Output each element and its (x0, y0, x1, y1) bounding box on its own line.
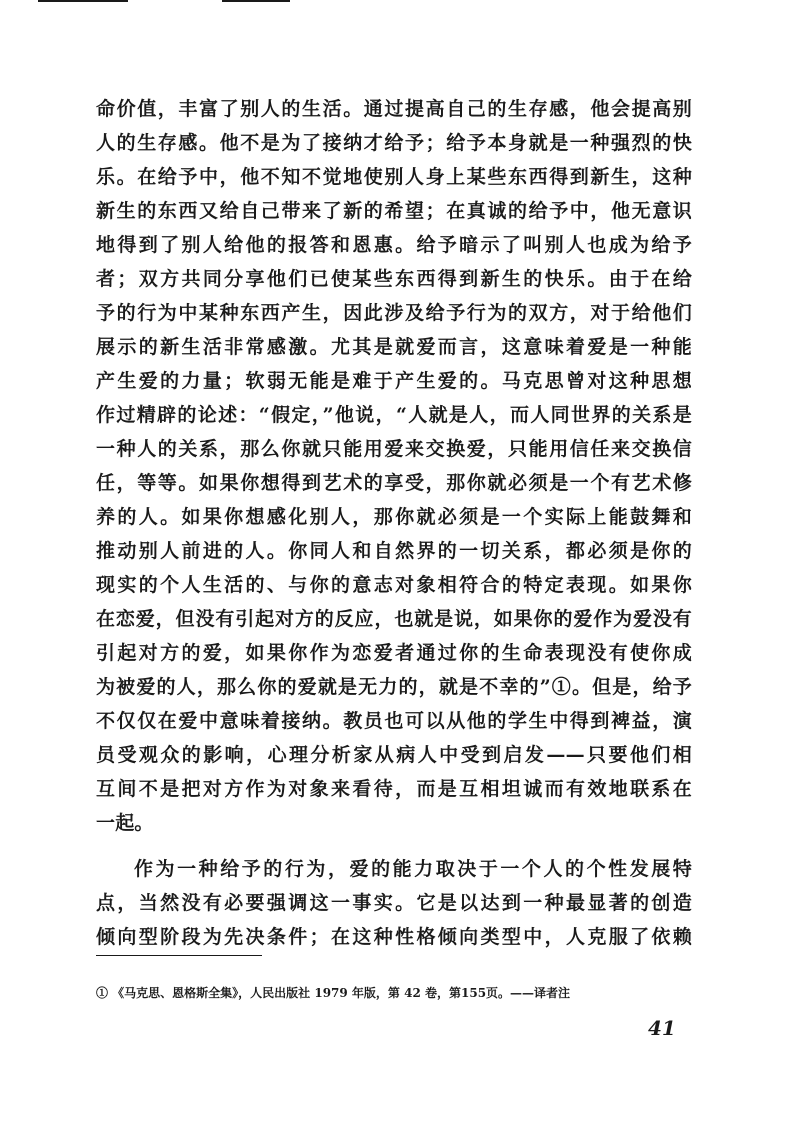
footnote-divider (96, 955, 262, 956)
footnote: ① 《马克思、恩格斯全集》，人民出版社 1979 年版，第 42 卷，第155页。——译者注 (96, 986, 571, 1000)
text-line: 倾向型阶段为先决条件；在这种性格倾向类型中，人克服了依赖 (96, 926, 692, 948)
text-line: 作为一种给予的行为，爱的能力取决于一个人的个性发展特 (134, 858, 692, 880)
text-line: 任，等等。如果你想得到艺术的享受，那你就必须是一个有艺术修 (96, 472, 692, 494)
text-line: 地得到了别人给他的报答和恩惠。给予暗示了叫别人也成为给予 (96, 234, 692, 256)
text-line: 互间不是把对方作为对象来看待，而是互相坦诚而有效地联系在 (96, 778, 692, 800)
page-number: 41 (648, 1016, 676, 1040)
top-rule-right (222, 0, 290, 2)
text-line: 新生的东西又给自己带来了新的希望；在真诚的给予中，他无意识 (96, 200, 692, 222)
body-text (96, 92, 692, 954)
text-line: 在恋爱，但没有引起对方的反应，也就是说，如果你的爱作为爱没有 (96, 608, 692, 630)
text-line: 乐。在给予中，他不知不觉地使别人身上某些东西得到新生，这种 (96, 166, 692, 188)
text-line: 点，当然没有必要强调这一事实。它是以达到一种最显著的创造 (96, 892, 692, 914)
text-line: 养的人。如果你想感化别人，那你就必须是一个实际上能鼓舞和 (96, 506, 692, 528)
text-line: 员受观众的影响，心理分析家从病人中受到启发——只要他们相 (96, 744, 692, 766)
text-line: 一起。 (96, 812, 154, 834)
paragraph-gap (96, 840, 692, 852)
text-line: 者；双方共同分享他们已使某些东西得到新生的快乐。由于在给 (96, 268, 692, 290)
text-line: 予的行为中某种东西产生，因此涉及给予行为的双方，对于给他们 (96, 302, 692, 324)
text-line: 现实的个人生活的、与你的意志对象相符合的特定表现。如果你 (96, 574, 692, 596)
text-line: 引起对方的爱，如果你作为恋爱者通过你的生命表现没有使你成 (96, 642, 692, 664)
text-line: 为被爱的人，那么你的爱就是无力的，就是不幸的”①。但是，给予 (96, 676, 692, 698)
text-line: 展示的新生活非常感激。尤其是就爱而言，这意味着爱是一种能 (96, 336, 692, 358)
paragraph-1 (96, 92, 692, 840)
text-line: 推动别人前进的人。你同人和自然界的一切关系，都必须是你的 (96, 540, 692, 562)
text-line: 不仅仅在爱中意味着接纳。教员也可以从他的学生中得到裨益，演 (96, 710, 692, 732)
text-line: 人的生存感。他不是为了接纳才给予；给予本身就是一种强烈的快 (96, 132, 692, 154)
text-line: 产生爱的力量；软弱无能是难于产生爱的。马克思曾对这种思想 (96, 370, 692, 392)
text-line: 作过精辟的论述：“假定，”他说，“人就是人，而人同世界的关系是 (96, 404, 692, 426)
text-line: 一种人的关系，那么你就只能用爱来交换爱，只能用信任来交换信 (96, 438, 692, 460)
top-rule-left (38, 0, 128, 2)
text-line: 命价值，丰富了别人的生活。通过提高自己的生存感，他会提高别 (96, 98, 692, 120)
paragraph-2 (96, 852, 692, 954)
